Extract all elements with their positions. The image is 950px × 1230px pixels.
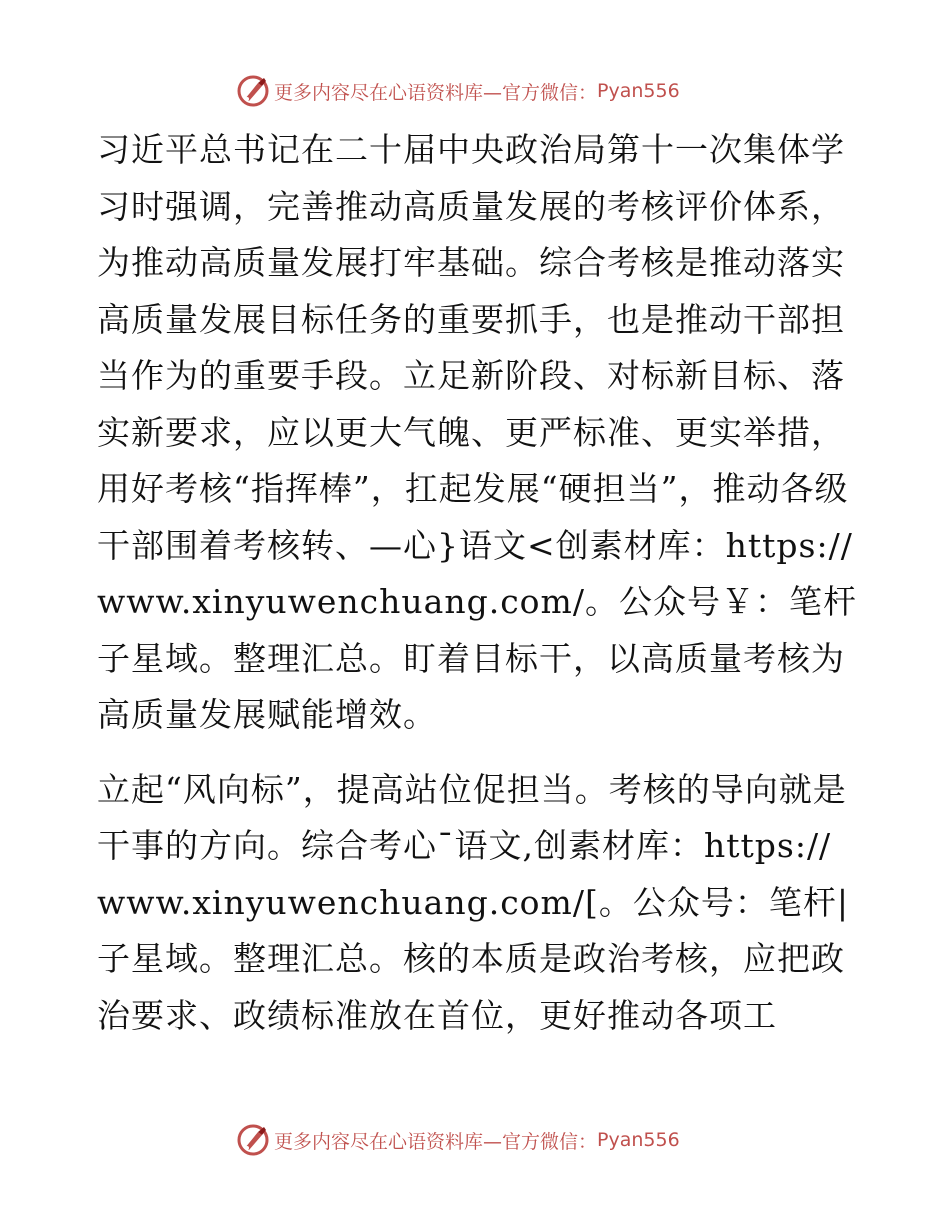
paragraph-2: 立起“风向标”，提高站位促担当。考核的导向就是干事的方向。综合考心¯语文,创素材库：https://www.xinyuwenchuang.com/[。公众号：笔杆|子星域。整理汇总。核的本质是政治考核，应把政治要求、政绩标准放在首位，更好推动各项工 [97, 769, 849, 1035]
quill-pen-icon [236, 74, 270, 108]
document-body [97, 122, 857, 1044]
footer-banner [236, 1123, 736, 1157]
header-banner [236, 74, 736, 108]
banner-site-text: 更多内容尽在心语资料库—官方微信： [274, 81, 598, 104]
banner-wechat-id: Pyan556 [597, 80, 680, 102]
footer-site-text: 更多内容尽在心语资料库—官方微信： [274, 1130, 598, 1153]
paragraph-1: 习近平总书记在二十届中央政治局第十一次集体学习时强调，完善推动高质量发展的考核评价体系，为推动高质量发展打牢基础。综合考核是推动落实高质量发展目标任务的重要抓手，也是推动干部担当作为的重要手段。立足新阶段、对标新目标、落实新要求，应以更大气魄、更严标准、更实举措，用好考核“指挥棒”，扛起发展“硬担当”，推动各级干部围着考核转、—心}语文<创素材库：https://www.xinyuwenchuang.com/。公众号￥：笔杆子星域。整理汇总。盯着目标干，以高质量考核为高质量发展赋能增效。 [97, 130, 857, 734]
footer-wechat-id: Pyan556 [597, 1129, 680, 1151]
quill-pen-icon [236, 1123, 270, 1157]
